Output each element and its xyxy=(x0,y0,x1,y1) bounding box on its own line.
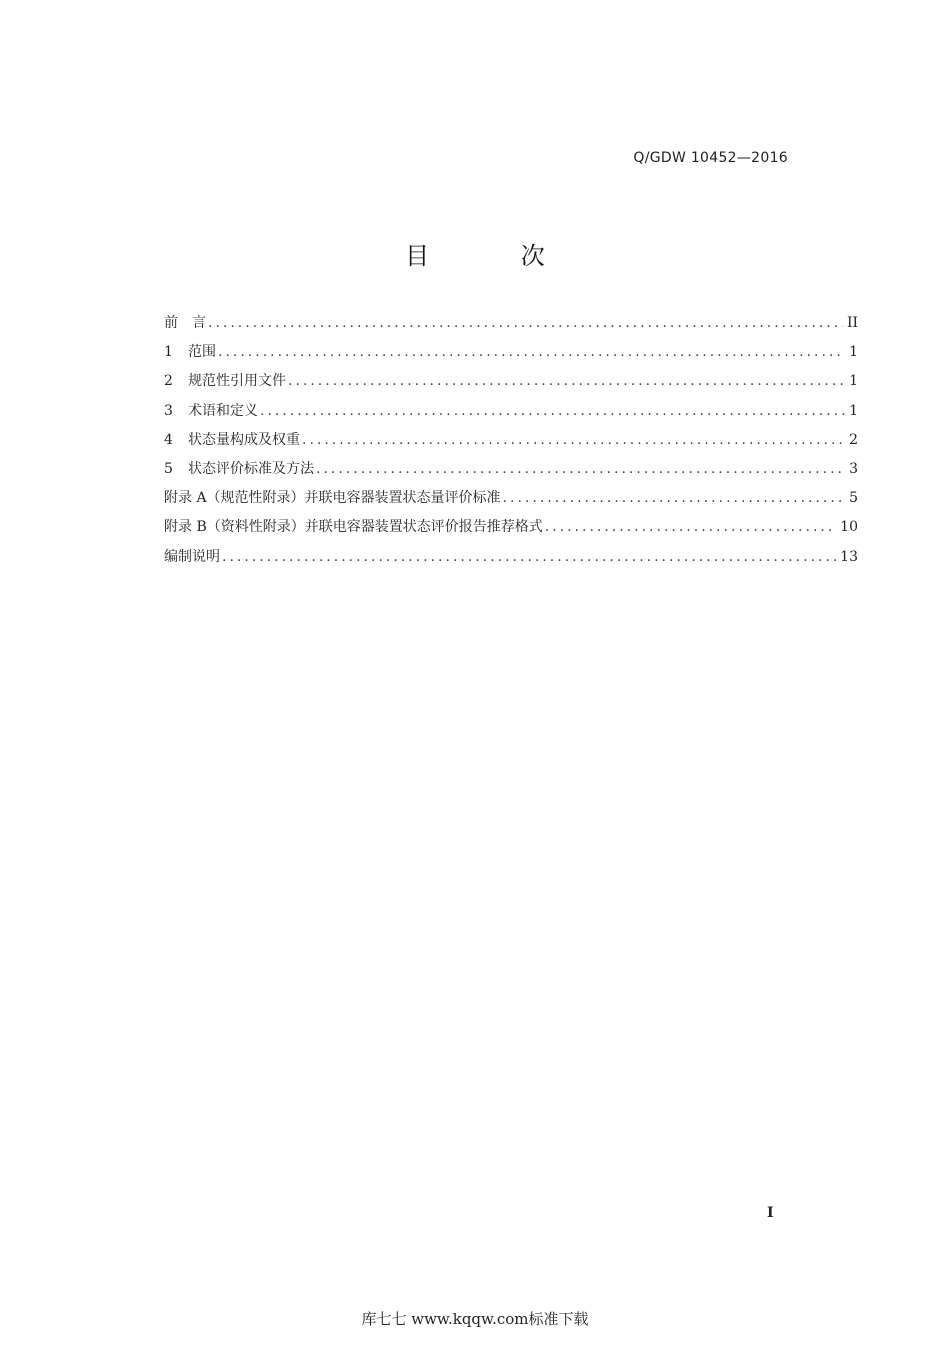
toc-entry-scope[interactable] xyxy=(164,338,858,367)
toc-entry-number: 1 xyxy=(164,344,173,361)
toc-entry-appendix-b[interactable] xyxy=(164,513,858,542)
toc-entry-text: 附录 B（资料性附录）并联电容器装置状态评价报告推荐格式 xyxy=(164,519,543,536)
toc-entry-text: 附录 A（规范性附录）并联电容器装置状态量评价标准 xyxy=(164,490,501,507)
toc-entry-text: 范围 xyxy=(188,344,216,361)
toc-entry-appendix-a[interactable] xyxy=(164,484,858,513)
toc-entry-terms-definitions[interactable] xyxy=(164,397,858,426)
toc-entry-page: 2 xyxy=(849,431,858,448)
dot-leader xyxy=(316,455,845,484)
toc-entry-number: 2 xyxy=(164,373,173,390)
toc-entry-number: 5 xyxy=(164,460,173,477)
toc-entry-number: 3 xyxy=(164,402,173,419)
toc-entry-evaluation-methods[interactable] xyxy=(164,455,858,484)
page-number: I xyxy=(767,1205,774,1221)
dot-leader xyxy=(503,484,846,513)
dot-leader xyxy=(288,367,845,396)
toc-entry-page: 1 xyxy=(849,402,858,419)
dot-leader xyxy=(545,513,836,542)
toc-entry-compilation-notes[interactable] xyxy=(164,543,858,572)
toc-entry-page: 1 xyxy=(849,373,858,390)
toc-entry-text: 规范性引用文件 xyxy=(188,373,286,390)
dot-leader xyxy=(302,426,845,455)
toc-entry-page: II xyxy=(846,315,858,331)
toc-title: 目 次 xyxy=(405,242,587,270)
toc-entry-page: 3 xyxy=(849,460,858,477)
toc-entry-number: 4 xyxy=(164,431,173,448)
toc-entry-page: 13 xyxy=(840,548,858,565)
toc-entry-text: 前 言 xyxy=(164,315,206,331)
toc-entry-normative-references[interactable] xyxy=(164,367,858,396)
dot-leader xyxy=(208,309,843,338)
document-code: Q/GDW 10452—2016 xyxy=(633,150,788,166)
dot-leader xyxy=(260,397,845,426)
toc-entry-state-quantity[interactable] xyxy=(164,426,858,455)
dot-leader xyxy=(222,543,836,572)
toc-entry-page: 5 xyxy=(849,490,858,507)
footer-watermark: 库七七 www.kqqw.com标准下载 xyxy=(361,1310,589,1328)
toc-entry-text: 状态评价标准及方法 xyxy=(188,460,314,477)
toc-entry-page: 1 xyxy=(849,344,858,361)
toc-entry-text: 术语和定义 xyxy=(188,402,258,419)
toc-entry-text: 状态量构成及权重 xyxy=(188,431,300,448)
toc-entry-text: 编制说明 xyxy=(164,548,220,565)
toc-entry-foreword[interactable] xyxy=(164,309,858,338)
dot-leader xyxy=(218,338,845,367)
table-of-contents xyxy=(164,309,858,572)
toc-entry-page: 10 xyxy=(840,519,858,536)
